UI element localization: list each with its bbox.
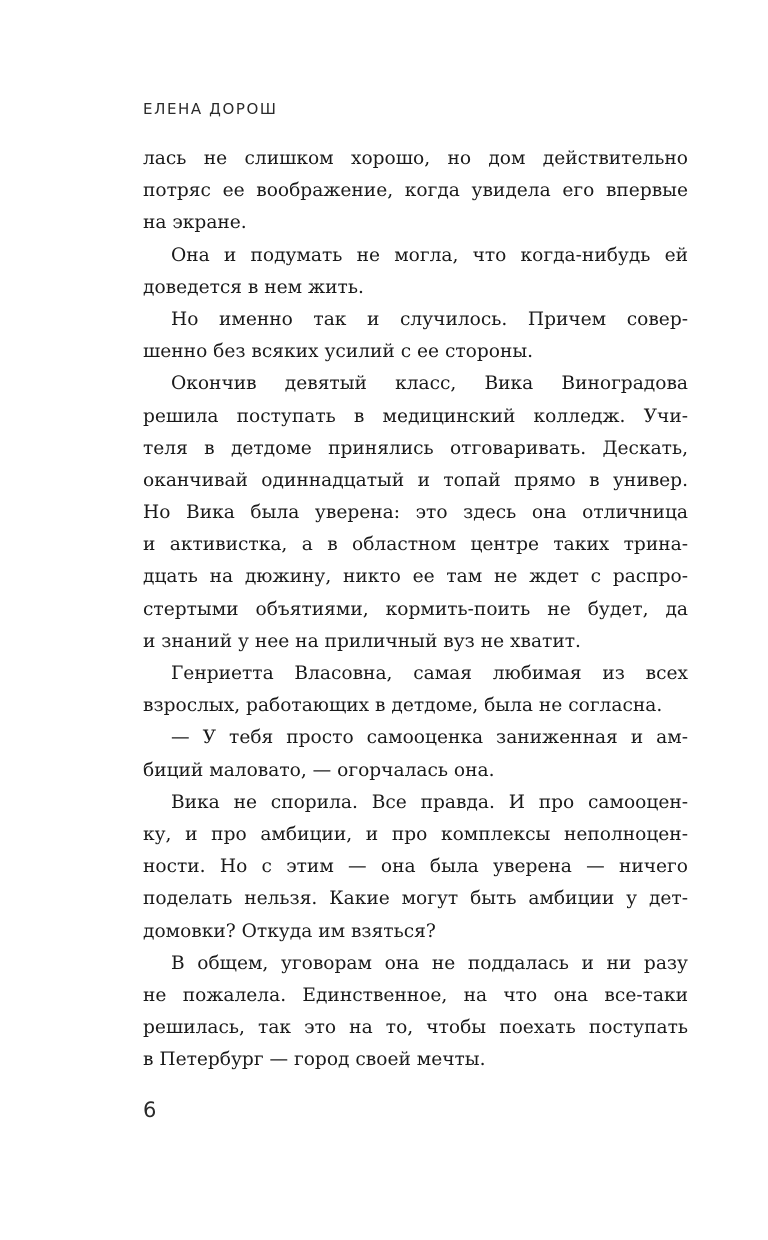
text-line: на экране. [143, 212, 247, 234]
text-line: дцать на дюжину, никто ее там не ждет с распро- [143, 566, 688, 588]
body-text [143, 143, 688, 1076]
text-line: взрослых, работающих в детдоме, была не согласна. [143, 695, 663, 717]
text-line: не пожалела. Единственное, на что она все-таки [143, 984, 688, 1006]
text-line: оканчивай одиннадцатый и топай прямо в универ. [143, 469, 688, 491]
paragraph-first-line: Окончив девятый класс, Вика Виноградова [171, 373, 688, 395]
text-line: лась не слишком хорошо, но дом действительно [143, 148, 688, 169]
paragraph-first-line: Генриетта Власовна, самая любимая из всех [171, 663, 688, 684]
paragraph-first-line: Но именно так и случилось. Причем совер- [171, 308, 688, 330]
text-line: поделать нельзя. Какие могут быть амбиции у дет- [143, 888, 688, 910]
text-line: Но Вика была уверена: это здесь она отличница [143, 502, 688, 524]
text-line: потряс ее воображение, когда увидела его впервые [143, 180, 688, 202]
page-number: 6 [143, 1098, 157, 1122]
text-line: стертыми объятиями, кормить-поить не будет, да [143, 598, 688, 620]
text-line: и знаний у нее на приличный вуз не хватит. [143, 630, 581, 652]
paragraph-first-line: — У тебя просто самооценка заниженная и ам- [171, 727, 688, 749]
text-line: решила поступать в медицинский колледж. Учи- [143, 405, 688, 427]
text-line: ности. Но с этим — она была уверена — ничего [143, 856, 688, 878]
text-line: теля в детдоме принялись отговаривать. Дескать, [143, 437, 688, 459]
text-line: ку, и про амбиции, и про комплексы неполноцен- [143, 823, 688, 845]
text-line: в Петербург — город своей мечты. [143, 1049, 486, 1071]
text-line: домовки? Откуда им взяться? [143, 920, 436, 942]
text-line: доведется в нем жить. [143, 276, 364, 298]
paragraph-first-line: Вика не спорила. Все правда. И про самооцен- [171, 791, 688, 813]
text-line: биций маловато, — огорчалась она. [143, 759, 495, 781]
running-head-author: ЕЛЕНА ДОРОШ [143, 100, 278, 118]
text-line: шенно без всяких усилий с ее стороны. [143, 341, 534, 363]
paragraph-first-line: В общем, уговорам она не поддалась и ни разу [171, 952, 688, 974]
text-line: и активистка, а в областном центре таких трина- [143, 534, 688, 556]
text-line: решилась, так это на то, чтобы поехать поступать [143, 1017, 688, 1039]
paragraph-first-line: Она и подумать не могла, что когда-нибудь ей [171, 244, 688, 266]
